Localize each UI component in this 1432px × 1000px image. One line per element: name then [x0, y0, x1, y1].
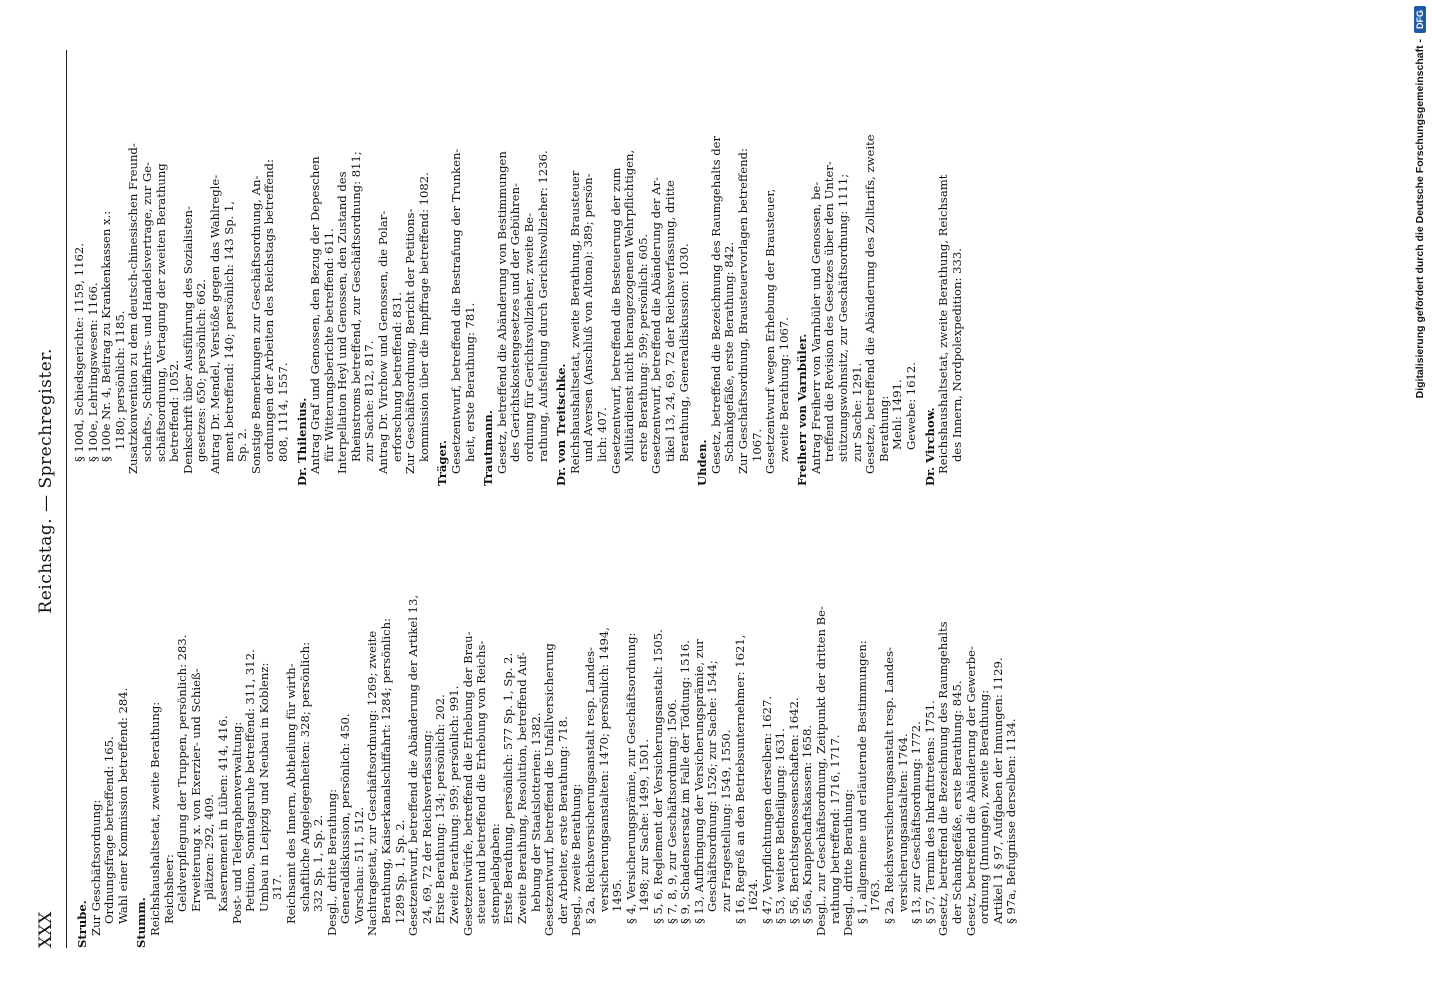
index-entry — [296, 50, 432, 486]
index-line: schafts-, Schiffahrts- und Handelsvertrage, zur Ge- — [139, 161, 154, 462]
index-line: ordnung für Gerichtsvollzieher, zweite Be- — [522, 212, 536, 462]
index-line: Berathung: — [876, 395, 891, 462]
index-line: zur Fragestellung: 1549, 1550. — [718, 729, 733, 912]
index-line: ordnung (Innungen), zweite Berathung: — [977, 689, 992, 924]
index-line: versicherungsanstalten: 1470; persönlich: 1494, — [596, 627, 611, 912]
index-line: Antrag Graf und Genossen, den Bezug der Depeschen — [308, 156, 323, 474]
index-line: Ordnungsfrage betreffend: 165. — [102, 736, 117, 924]
index-line: der Arbeiter, erste Berathung: 718. — [555, 716, 570, 924]
index-line: für Witterungsberichte betreffend: 611. — [321, 228, 336, 462]
index-line: Desgl., zur Geschäftsordnung, Zeitpunkt der dritten Be- — [814, 606, 829, 936]
index-line: Gesetzentwurf wegen Erhebung der Brausteuer, — [763, 188, 778, 474]
index-line: steuer und betreffend die Erhebung von Reichs- — [474, 640, 489, 924]
index-entry — [924, 50, 965, 486]
index-line: § 56, Berichtsgenossenschaften: 1642. — [786, 697, 801, 924]
dfg-logo: DFG — [1414, 6, 1426, 33]
index-line: Berathung, Kaiserkanalschiffahrt: 1284; persönlich: — [379, 618, 394, 924]
index-line: ment betreffend: 140; persönlich: 143 Sp. 1, — [221, 200, 236, 462]
index-line: § 13, zur Geschäftsordnung: 1772. — [909, 721, 924, 924]
index-line: Umbau in Leipzig und Neubau in Koblenz: — [256, 662, 271, 912]
index-line: Reichsheer: — [161, 854, 176, 924]
index-line: Zweite Berathung, Resolution, betreffend Auf- — [515, 652, 529, 924]
index-line: und Aversen (Anschluß von Altona): 389; persön- — [581, 173, 596, 462]
index-line: § 2a, Reichsversicherungsanstalt resp. Landes- — [882, 647, 897, 924]
index-entry — [135, 512, 1019, 948]
index-line: heit, erste Berathung: 781. — [462, 302, 477, 462]
index-line: versicherungsanstalten: 1764. — [895, 733, 910, 912]
index-line: Desgl., dritte Berathung: — [841, 788, 856, 936]
index-line: Gesetzentwurf, betreffend die Abänderung der Ar- — [649, 177, 664, 474]
index-line: Zusatzkonvention zu dem deutsch-chinesischen Freund- — [126, 143, 141, 474]
index-line: § 16, Regreß an den Betriebsunternehmer: 1621, — [732, 634, 747, 924]
index-line: Zur Geschäftsordnung, Brausteuervorlagen betreffend: — [735, 148, 750, 474]
running-title: Reichstag. — Sprechregister. — [36, 348, 56, 614]
speaker-name: Strube. — [75, 900, 89, 948]
index-line: treffend die Revision des Gesetzes über den Unter- — [822, 161, 837, 462]
index-entry — [796, 50, 918, 486]
index-line: Reichshaushaltsetat, zweite Berathung: — [147, 701, 162, 936]
text-columns — [73, 50, 1024, 948]
speaker-name: Freiherr von Varnbüler. — [795, 333, 810, 486]
index-line: § 97a, Befugnisse derselben: 1134. — [1004, 718, 1019, 924]
page-number: XXX — [36, 911, 56, 948]
speaker-name: Uhden. — [695, 439, 710, 486]
speaker-name: Träger. — [435, 440, 450, 486]
index-line: Erweiterung x. von Exerzier- und Schieß- — [188, 668, 203, 912]
index-line: Geldverpflegung der Truppen, persönlich: 283. — [175, 634, 190, 912]
speaker-name: Dr. von Treitschke. — [554, 363, 569, 486]
index-line: § 57, Termin des Inkrafttretens: 1751. — [922, 700, 937, 924]
speaker-name: Dr. Virchow. — [922, 407, 937, 486]
index-line: Post- und Telegraphenverwaltung: — [229, 721, 244, 924]
index-line: Gesetzentwurf, betreffend die Bestrafung der Trunken- — [449, 148, 464, 474]
index-line: Gesetze, betreffend die Abänderung des Zolltarifs, zweite — [863, 134, 878, 474]
index-line: Artikel 1 § 97, Aufgaben der Innungen: 1129. — [990, 657, 1005, 924]
index-line: Gesetzentwürfe, betreffend die Erhebung der Brau- — [460, 631, 475, 936]
index-line: § 1, allgemeine und erläuternde Bestimmungen: — [854, 640, 869, 924]
index-line: zur Sache: 812, 817. — [362, 340, 377, 462]
index-line: 24, 69, 72 der Reichsverfassung: — [419, 730, 434, 924]
index-line: Rheinstroms betreffend, zur Geschäftsordnung: 811; — [348, 151, 363, 462]
index-line: Nachtragsetat, zur Geschäftsordnung: 1269; zweite — [365, 630, 380, 936]
index-line: Generaldiskussion, persönlich: 450. — [338, 713, 353, 924]
index-line: Kasernement in Lüben: 414, 416. — [215, 715, 230, 912]
right-column — [73, 50, 1024, 486]
index-line: § 56a, Knappschaftskassen: 1658. — [800, 724, 815, 924]
index-entry — [482, 50, 550, 486]
index-line: § 100e Nr. 4, Beitrag zu Krankenkassen x.: — [99, 210, 114, 462]
index-line: 1624. — [746, 878, 761, 912]
index-line: Geschäftsordnung: 1526; zur Sache: 1544; — [705, 660, 720, 912]
index-line: Gesetzentwurf, betreffend die Besteuerung der zum — [608, 167, 623, 474]
index-line: Antrag Dr. Virchow und Genossen, die Polar- — [376, 210, 391, 474]
index-line: Erste Berathung, persönlich: 577 Sp. 1, Sp. 2. — [501, 652, 516, 924]
index-line: Berathung, Generaldiskussion: 1030. — [676, 243, 691, 462]
index-line: Sonstige Bemerkungen zur Geschäftsordnung, An- — [248, 175, 263, 474]
index-line: Antrag Freiherr von Varnbüler und Genossen, be- — [808, 181, 823, 474]
side-credit — [1412, 6, 1428, 996]
index-line: § 100d, Schiedsgerichte: 1159, 1162. — [72, 243, 86, 462]
index-line: Zweite Berathung: 959; persönlich: 991. — [447, 685, 462, 924]
index-entry — [73, 50, 291, 486]
index-line: Gesetzentwurf, betreffend die Abänderung der Artikel 13, — [406, 594, 421, 936]
index-line: § 100e, Lehrlingswesen: 1166. — [85, 282, 100, 462]
index-line: Petition, Sonntagsruhe betreffend: 311, 312. — [243, 649, 258, 912]
index-line: rathung betreffend: 1716, 1717. — [827, 734, 842, 924]
index-line: hebung der Staatslotterien: 1382. — [528, 712, 543, 912]
index-line: § 9, Schadensersatz im Falle der Tödtung: 1516. — [678, 640, 693, 924]
index-line: zweite Berathung: 1067. — [776, 317, 791, 462]
speaker-name: Trautmann. — [481, 410, 496, 486]
index-line: lich: 407. — [594, 407, 609, 462]
index-entry — [436, 50, 477, 486]
index-line: Gesetzentwurf, betreffend die Unfallversicherung — [542, 643, 557, 936]
index-line: § 5, 6, Reglement der Versicherungsanstalt: 1505. — [650, 629, 665, 924]
page-header — [36, 50, 64, 948]
index-line: Erste Berathung: 134; persönlich: 202. — [433, 694, 448, 924]
index-line: erste Berathung: 599; persönlich: 605. — [635, 233, 650, 462]
left-column — [73, 512, 1024, 948]
index-line: schaftliche Angelegenheiten: 328; persönlich: — [297, 642, 312, 912]
index-line: Gesetz, betreffend die Bezeichnung des Raumgehalts der — [708, 135, 723, 474]
credit-text: Digitalisierung gefördert durch die Deutsche Forschungsgemeinschaft - — [1414, 39, 1426, 399]
index-line: Zur Geschäftsordnung, Bericht der Petitions- — [403, 208, 418, 474]
index-line: stützungswohnsitz, zur Geschäftsordnung: 1111; — [836, 173, 851, 462]
index-line: 1067. — [749, 428, 764, 462]
index-line: 1180; persönlich: 1185. — [112, 310, 127, 450]
index-line: Interpellation Heyl und Genossen, den Zustand des — [335, 171, 350, 474]
index-line: ordnungen der Arbeiten des Reichstags betreffend: — [262, 159, 277, 462]
index-line: Militärdienst nicht herangezogenen Wehrpflichtigen, — [622, 149, 637, 462]
index-line: betreffend: 1052. — [167, 359, 182, 462]
index-line: Gesetz, betreffend die Bezeichnung des Raumgehalts — [936, 621, 951, 936]
index-line: 1763. — [868, 878, 883, 912]
index-line: § 47, Verpflichtungen derselben: 1627. — [759, 695, 774, 924]
index-line: § 53, weitere Betheiligung: 1631. — [773, 728, 788, 924]
index-line: des Innern, Nordpolexpedition: 333. — [949, 248, 964, 462]
index-line: Gewebe: 1612. — [904, 362, 919, 450]
index-line: Sp. 2. — [235, 428, 250, 462]
index-line: zur Sache: 1291. — [849, 362, 864, 462]
index-line: der Schankgefäße, erste Berathung: 845. — [950, 680, 964, 924]
index-line: rathung, Aufstellung durch Gerichtsvollzieher: 1236. — [535, 150, 550, 462]
index-line: plätzen: 292, 409. — [202, 793, 217, 900]
index-line: § 2a, Reichsversicherungsanstalt resp. Landes- — [582, 647, 597, 924]
index-line: kommission über die Impffrage betreffend: 1082. — [416, 172, 431, 462]
index-line: Wahl einer Kommission betreffend: 284. — [115, 687, 130, 924]
index-line: § 4, Versicherungsprämie, zur Geschäftsordnung: — [623, 632, 638, 924]
index-line: gesetzes: 650; persönlich: 662. — [194, 279, 209, 462]
index-line: Denkschrift über Ausführung des Sozialisten- — [180, 206, 195, 474]
index-entry — [76, 512, 130, 948]
index-line: Reichshaushaltsetat, zweite Berathung, Brausteuer — [567, 170, 582, 474]
index-line: Reichshaushaltsetat, zweite Berathung, Reichsamt — [936, 174, 951, 474]
index-line: des Gerichtskostengesetzes und der Gebühren- — [508, 183, 523, 462]
index-line: § 7, 8, 9, zur Geschäftsordnung: 1506. — [664, 699, 679, 924]
index-entry — [555, 50, 691, 486]
index-line: Reichsamt des Innern, Abtheilung für wirth- — [283, 663, 298, 924]
index-line: § 13, Aufbringung der Versicherungsprämie, zur — [691, 639, 706, 924]
header-rule — [66, 50, 67, 948]
index-line: erforschung betreffend: 831. — [389, 292, 404, 462]
index-entry — [696, 50, 791, 486]
index-line: Mehl: 1491. — [890, 379, 905, 450]
index-line: 1289 Sp. 1, Sp. 2. — [392, 819, 407, 924]
index-line: Gesetz, betreffend die Abänderung von Bestimmungen — [494, 151, 509, 474]
index-line: 1498; zur Sache: 1499, 1501. — [637, 738, 652, 912]
index-line: Gesetz, betreffend die Abänderung der Gewerbe- — [963, 646, 978, 936]
index-line: schäftsordnung, Vertagung der zweiten Berathung — [153, 163, 168, 462]
index-line: stempelabgaben: — [487, 823, 502, 924]
index-line: 1495. — [610, 878, 625, 912]
index-line: tikel 13, 24, 69, 72 der Reichsverfassung, dritte — [662, 180, 677, 462]
speaker-name: Stumm. — [134, 897, 149, 948]
index-line: 317. — [270, 874, 285, 900]
index-line: Schankgefäße, erste Berathung: 842. — [722, 241, 737, 462]
index-line: 332 Sp. 1, Sp. 2. — [311, 814, 326, 912]
index-line: Zur Geschäftsordnung: — [88, 799, 103, 936]
index-line: Desgl., zweite Berathung: — [569, 783, 584, 936]
speaker-name: Dr. Thilenius. — [294, 397, 309, 486]
index-line: Vorschau: 511, 512. — [351, 806, 366, 924]
index-line: Antrag Dr. Mendel, Verstöße gegen das Wahlregle- — [207, 174, 222, 474]
index-line: Desgl., dritte Berathung: — [324, 788, 339, 936]
index-line: 808, 1114, 1557. — [275, 362, 290, 462]
